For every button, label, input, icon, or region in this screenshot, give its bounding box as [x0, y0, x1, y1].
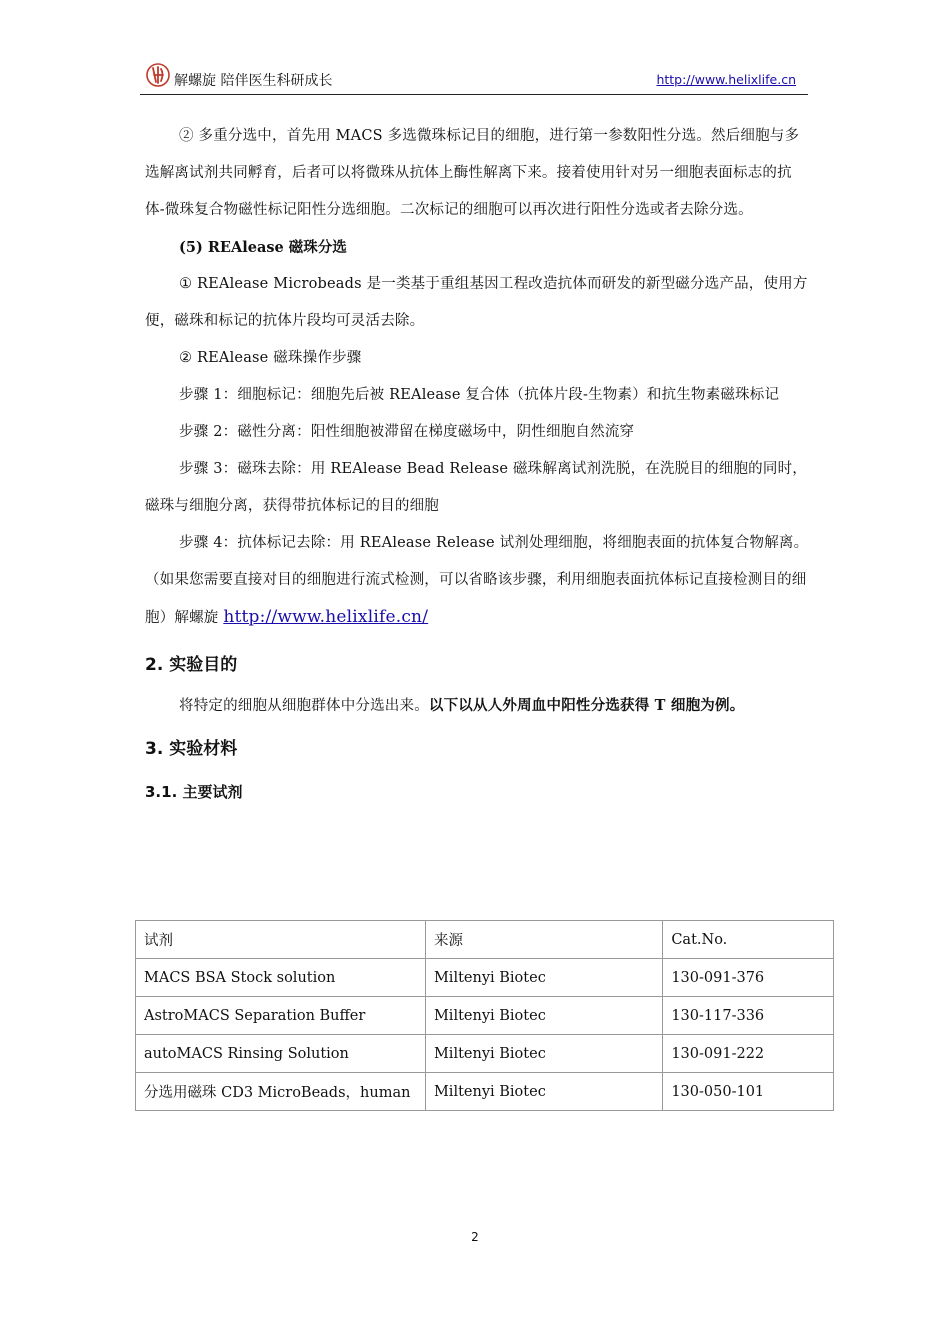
helixlife-link[interactable]: http://www.helixlife.cn/ [223, 607, 429, 627]
step4-text: 步骤 4：抗体标记去除：用 REAlease Release 试剂处理细胞，将细胞表面的抗体复合物解离。（如果您需要直接对目的细胞进行流式检测，可以省略该步骤，利用细胞表面抗体标记直接检测目的细胞）解螺旋 [145, 535, 809, 626]
table-cell: 130-117-336 [663, 997, 834, 1035]
table-header-cell: Cat.No. [663, 921, 834, 959]
paragraph-multi-sort: ② 多重分选中，首先用 MACS 多选微珠标记目的细胞，进行第一参数阳性分选。然后细胞与多选解离试剂共同孵育，后者可以将微珠从抗体上酶性解离下来。接着使用针对另一细胞表面标志的抗体-微珠复合物磁性标记阳性分选细胞。二次标记的细胞可以再次进行阳性分选或者去除分选。 [145, 128, 800, 218]
table-cell: 130-050-101 [663, 1073, 834, 1111]
table-cell: Miltenyi Biotec [425, 1035, 662, 1073]
section-3-1-heading: 3.1. 主要试剂 [145, 783, 243, 801]
table-row [136, 997, 834, 1035]
page-number: 2 [471, 1230, 479, 1244]
table-row [136, 1035, 834, 1073]
page-header [140, 58, 808, 95]
table-cell: AstroMACS Separation Buffer [136, 997, 426, 1035]
objective-example: 以下以从人外周血中阳性分选获得 T 细胞为例。 [428, 697, 745, 714]
document-body [145, 118, 809, 805]
table-cell: MACS BSA Stock solution [136, 959, 426, 997]
table-header-row [136, 921, 834, 959]
table-cell: 130-091-222 [663, 1035, 834, 1073]
paragraph-realease-steps: ② REAlease 磁珠操作步骤 [179, 350, 362, 366]
paragraph-step4 [145, 525, 809, 637]
section-2-heading: 2. 实验目的 [145, 655, 238, 675]
paragraph-step1: 步骤 1：细胞标记：细胞先后被 REAlease 复合体（抗体片段-生物素）和抗生物素磁珠标记 [179, 387, 780, 403]
table-cell: Miltenyi Biotec [425, 997, 662, 1035]
helixlife-logo-icon [146, 60, 170, 90]
reagents-table [135, 920, 834, 1111]
subheading-realease: (5) REAlease 磁珠分选 [179, 239, 347, 256]
table-cell: 分选用磁珠 CD3 MicroBeads，human [136, 1073, 426, 1111]
objective-text: 将特定的细胞从细胞群体中分选出来。 [179, 698, 429, 714]
table-cell: Miltenyi Biotec [425, 1073, 662, 1111]
section-3-heading: 3. 实验材料 [145, 739, 238, 759]
header-url-link[interactable]: http://www.helixlife.cn [656, 72, 796, 87]
table-cell: autoMACS Rinsing Solution [136, 1035, 426, 1073]
table-header-cell: 来源 [425, 921, 662, 959]
table-header-cell: 试剂 [136, 921, 426, 959]
table-cell: Miltenyi Biotec [425, 959, 662, 997]
paragraph-step2: 步骤 2：磁性分离：阳性细胞被滞留在梯度磁场中，阴性细胞自然流穿 [179, 424, 635, 440]
paragraph-realease-intro: ① REAlease Microbeads 是一类基于重组基因工程改造抗体而研发的新型磁分选产品，使用方便，磁珠和标记的抗体片段均可灵活去除。 [145, 276, 808, 329]
paragraph-step3: 步骤 3：磁珠去除：用 REAlease Bead Release 磁珠解离试剂洗脱，在洗脱目的细胞的同时，磁珠与细胞分离，获得带抗体标记的目的细胞 [145, 461, 807, 514]
paragraph-objective [145, 687, 809, 725]
table-row [136, 959, 834, 997]
brand-title: 解螺旋 陪伴医生科研成长 [174, 73, 333, 89]
table-cell: 130-091-376 [663, 959, 834, 997]
table-row [136, 1073, 834, 1111]
